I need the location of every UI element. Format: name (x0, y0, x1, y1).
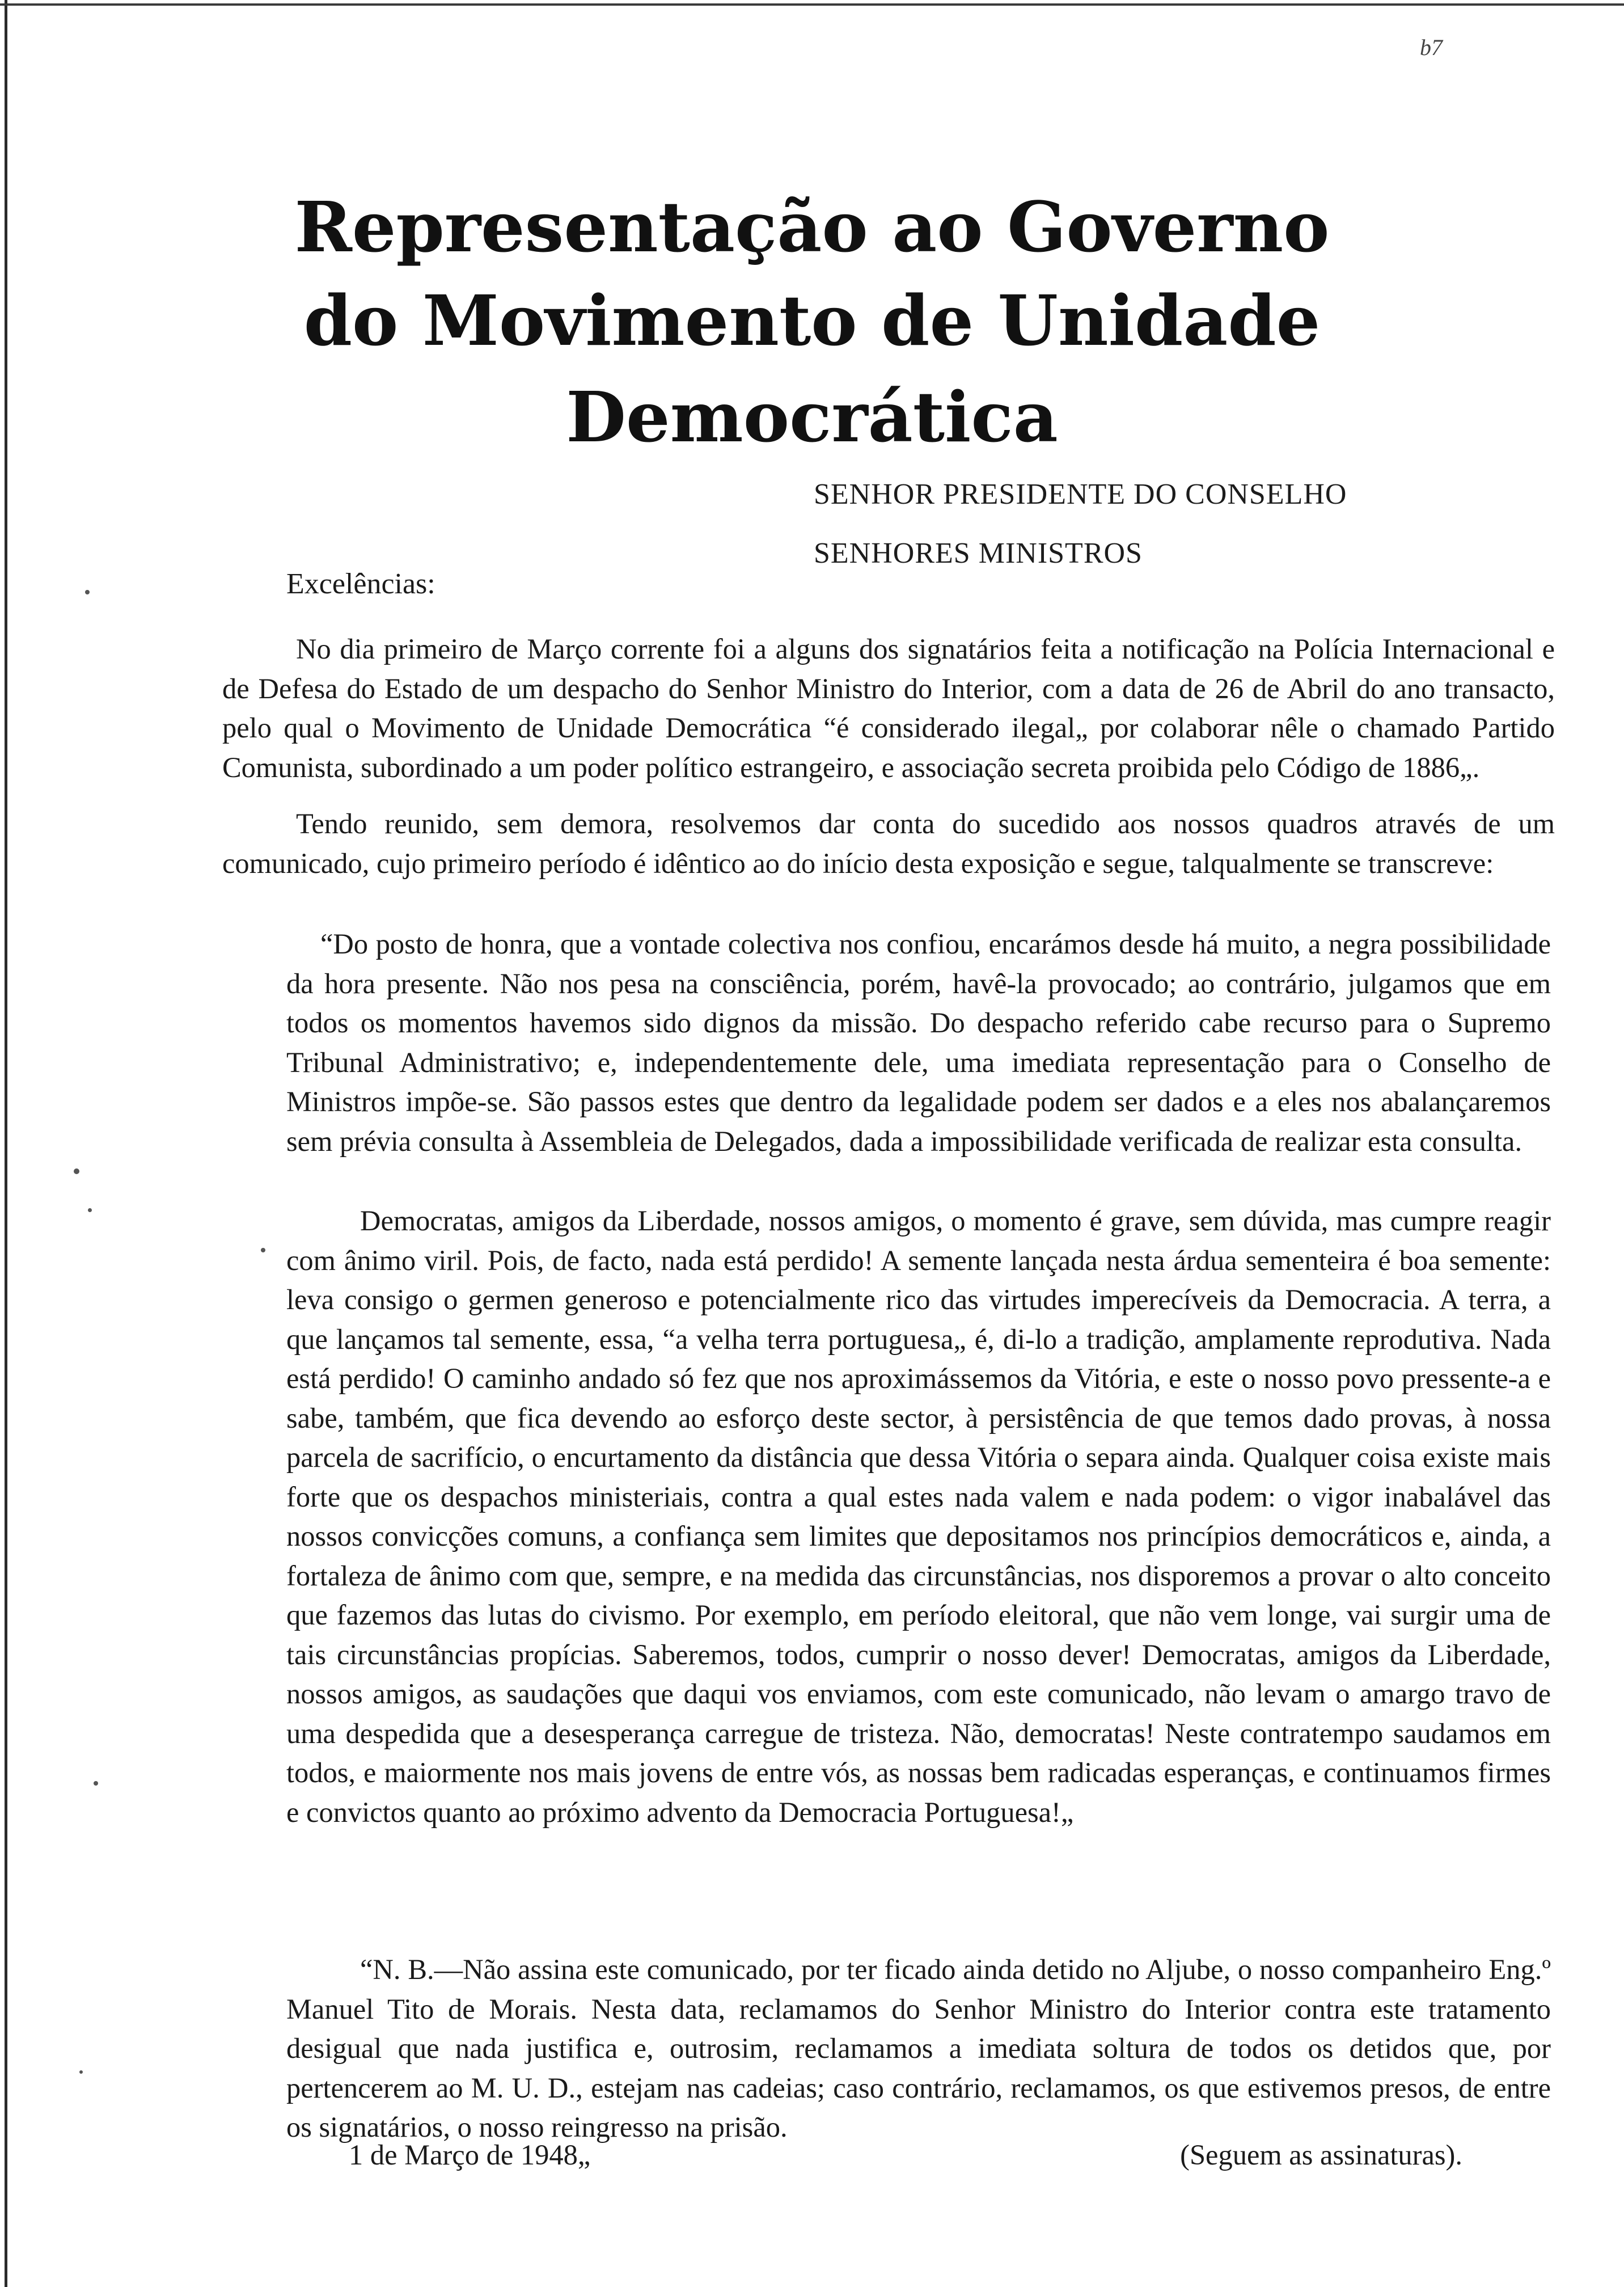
corner-handwritten-mark: b7 (1420, 35, 1443, 60)
paragraph-notification: No dia primeiro de Março corrente foi a alguns dos signatários feita a notificação na Polícia Internacional e de Defesa do Estado de um despacho do Senhor Ministro do Interior, com a data de 26 de Abril do ano transacto, pelo qual o Movimento de Unidade Democrática “é considerado ilegal„ por colaborar nêle o chamado Partido Comunista, subordinado a um poder político estrangeiro, e associação secreta proibida pelo Código de 1886„. (222, 633, 1555, 783)
quote-paragraph-2: Democratas, amigos da Liberdade, nossos amigos, o momento é grave, sem dúvida, mas cumpre reagir com ânimo viril. Pois, de facto, nada está perdido! A semente lançada nesta árdua sementeira é boa semente: leva consigo o germen generoso e potencialmente rico das virtudes imperecíveis da Democracia. A terra, a que lançamos tal semente, essa, “a velha terra portuguesa„ é, di-lo a tradição, amplamente reprodutiva. Nada está perdido! O caminho andado só fez que nos aproximássemos da Vitória, e este o nosso povo pressente-a e sabe, também, que fica devendo ao esforço deste sector, à persistência de que temos dado provas, à nossa parcela de sacrifício, o encurtamento da distância que dessa Vitória o separa ainda. Qualquer coisa existe mais forte que os despachos ministeriais, contra a qual estes nada valem e nada podem: o vigor inabalável das nossos convicções comuns, a confiança sem limites que depositamos nos princípios democráticos e, ainda, a fortaleza de ânimo com que, sempre, e na medida das circunstâncias, nos disporemos a provar o alto conceito que fazemos das lutas do civismo. Por exemplo, em período eleitoral, que não vem longe, vai surgir uma de tais circunstâncias propícias. Saberemos, todos, cumprir o nosso dever! Democratas, amigos da Liberdade, nossos amigos, as saudações que daqui vos enviamos, com este comunicado, não levam o amargo travo de uma despedida que a desesperança carregue de tristeza. Não, democratas! Neste contratempo saudamos em todos, e maiormente nos mais jovens de entre vós, as nossas bem radicadas esperanças, e continuamos firmes e convictos quanto ao próximo advento da Democracia Portuguesa!„ (286, 1205, 1551, 1828)
scan-speck (261, 1248, 265, 1252)
addressee-line-1: SENHOR PRESIDENTE DO CONSELHO (814, 478, 1347, 510)
addressee-line-2: SENHORES MINISTROS (814, 537, 1143, 569)
title-line-1: Representação ao Governo (294, 186, 1330, 268)
title-line-3: Democrática (566, 376, 1058, 458)
signatures-note: (Seguem as assinaturas). (1180, 2139, 1462, 2171)
title-line-2: do Movimento de Unidade (303, 280, 1321, 361)
nota-bene-paragraph: “N. B.—Não assina este comunicado, por ter ficado ainda detido no Aljube, o nosso companheiro Eng.º Manuel Tito de Morais. Nesta data, reclamamos do Senhor Ministro do Interior contra este tratamento desigual que nada justifica e, outrosim, reclamamos a imediata soltura de todos os detidos que, por pertencerem ao M. U. D., estejam nas cadeias; caso contrário, reclamamos, os que estivemos presos, de entre os signatários, o nosso reingresso na prisão. (286, 1953, 1551, 2143)
scan-speck (85, 590, 90, 594)
document-date: 1 de Março de 1948„ (349, 2139, 591, 2171)
salutation: Excelências: (286, 568, 435, 600)
paragraph-communique-intro: Tendo reunido, sem demora, resolvemos dar conta do sucedido aos nossos quadros através de um comunicado, cujo primeiro período é idêntico ao do início desta exposição e segue, talqualmente se transcreve: (222, 808, 1555, 879)
quote-paragraph-1: “Do posto de honra, que a vontade colectiva nos confiou, encarámos desde há muito, a negra possibilidade da hora presente. Não nos pesa na consciência, porém, havê-la provocado; ao contrário, julgamos que em todos os momentos havemos sido dignos da missão. Do despacho referido cabe recurso para o Supremo Tribunal Administrativo; e, independentemente dele, uma imediata representação para o Conselho de Ministros impõe-se. São passos estes que dentro da legalidade podem ser dados e a eles nos abalançaremos sem prévia consulta à Assembleia de Delegados, dada a impossibilidade verificada de realizar esta consulta. (286, 928, 1551, 1157)
scan-speck (88, 1208, 92, 1212)
scan-speck (74, 1168, 79, 1174)
scan-speck (79, 2070, 83, 2074)
scan-top-edge (0, 3, 1624, 6)
scan-speck (94, 1781, 98, 1786)
